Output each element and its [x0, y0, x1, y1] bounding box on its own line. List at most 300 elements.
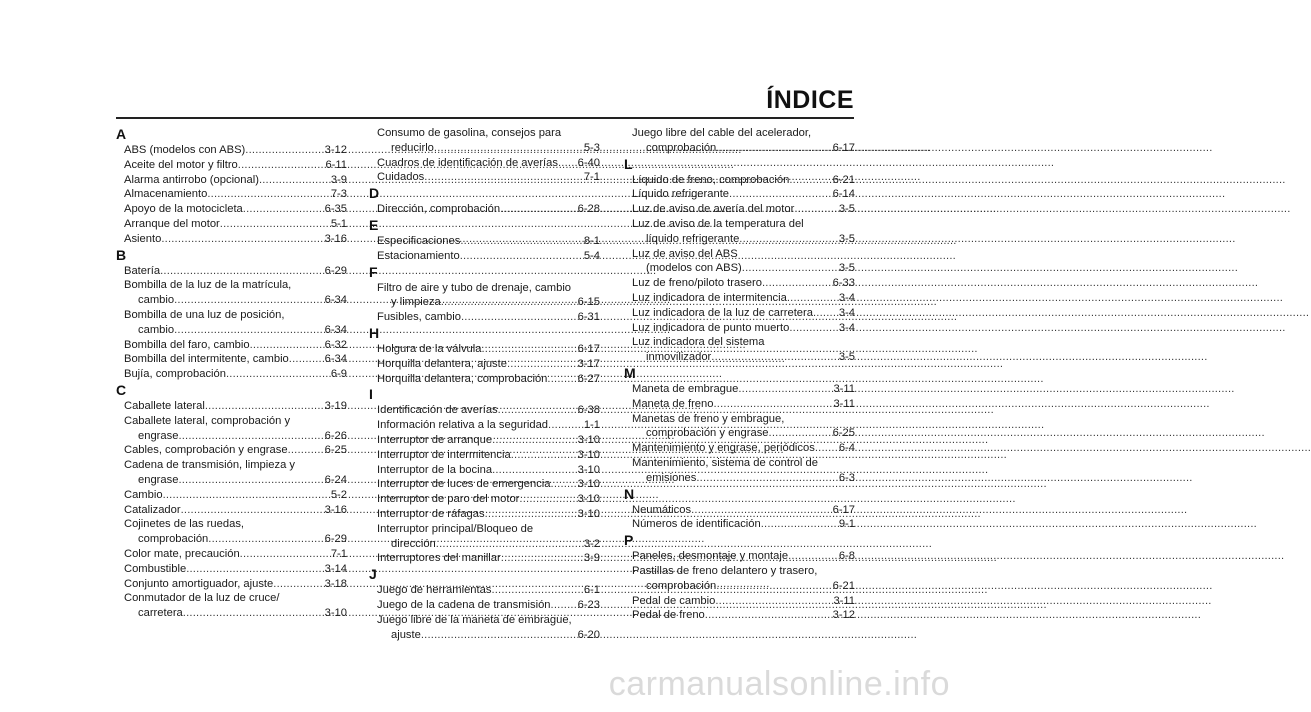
index-entry — [369, 418, 600, 433]
entry-label: Pastillas de freno delantero y trasero, — [632, 564, 818, 577]
entry-label: Interruptor principal/Bloqueo de — [377, 522, 534, 535]
dot-leader — [551, 598, 578, 613]
index-entry — [369, 202, 600, 217]
page-number: 5-3 — [583, 141, 600, 154]
entry-label: emisiones — [646, 471, 697, 484]
page-number: 6-27 — [577, 372, 600, 385]
index-entry — [369, 507, 600, 522]
page-number: 6-9 — [330, 368, 347, 381]
entry-line — [377, 433, 600, 448]
dot-leader — [696, 471, 838, 486]
entry-line — [632, 126, 855, 141]
page-number: 5-4 — [583, 249, 600, 262]
entry-line — [377, 342, 600, 357]
entry-line — [377, 310, 600, 325]
dot-leader — [507, 357, 578, 372]
index-entry — [116, 399, 347, 414]
dot-leader — [716, 579, 832, 594]
dot-leader — [762, 276, 833, 291]
entry-line — [632, 187, 855, 202]
entry-line — [124, 338, 347, 353]
page-number: 3-16 — [324, 503, 347, 516]
entry-label: comprobación — [646, 579, 717, 592]
page-number: 3-11 — [833, 594, 855, 607]
entry-label: Interruptores del manillar — [377, 552, 501, 565]
dot-leader — [787, 291, 839, 306]
entry-line — [377, 492, 600, 507]
page-number: 3-4 — [838, 321, 855, 334]
entry-line — [377, 477, 600, 492]
watermark: carmanualsonline.info — [608, 665, 950, 703]
index-entry — [624, 441, 855, 456]
dot-leader — [160, 264, 325, 279]
entry-label: Apoyo de la motocicleta — [124, 203, 243, 216]
entry-line — [124, 577, 347, 592]
dot-leader — [711, 350, 839, 365]
page-number: 3-19 — [324, 399, 347, 412]
entry-line — [632, 306, 855, 321]
entry-label: Cables, comprobación y engrase — [124, 444, 288, 457]
entry-line — [124, 503, 347, 518]
page-number: 3-10 — [577, 478, 600, 491]
page-number: 3-12 — [324, 144, 347, 156]
entry-line — [377, 613, 600, 628]
index-entry — [369, 492, 600, 507]
index-entry — [369, 372, 600, 387]
index-entry — [624, 382, 855, 397]
entry-line — [377, 598, 600, 613]
entry-label: Consumo de gasolina, consejos para — [377, 127, 562, 139]
entry-label: Luz de aviso de la temperatura del — [632, 217, 804, 230]
page-number: 3-9 — [583, 552, 600, 565]
entry-line — [377, 628, 600, 643]
index-entry — [624, 202, 855, 217]
section-letter: J — [369, 566, 377, 583]
dot-leader — [691, 503, 833, 518]
entry-label: engrase — [138, 473, 179, 486]
dot-leader — [245, 143, 324, 158]
entry-label: engrase — [138, 429, 179, 442]
dot-leader — [208, 532, 324, 547]
page-number: 3-5 — [838, 232, 855, 245]
dot-leader — [716, 141, 832, 156]
entry-label: Combustible — [124, 562, 187, 575]
page-number: 3-10 — [577, 433, 600, 446]
entry-line — [124, 217, 347, 232]
page-number: 6-23 — [577, 598, 600, 611]
dot-leader — [441, 295, 578, 310]
dot-leader — [739, 232, 839, 247]
page-number: 3-10 — [324, 607, 347, 620]
dot-leader — [186, 562, 324, 577]
entry-label: Identificación de averías — [377, 404, 498, 417]
entry-label: Cadena de transmisión, limpieza y — [124, 459, 296, 472]
page-number: 6-35 — [324, 203, 347, 216]
entry-label: Líquido refrigerante — [632, 188, 730, 201]
page-number: 6-1 — [583, 584, 600, 597]
dot-leader — [761, 517, 839, 532]
index-entry — [624, 397, 855, 412]
entry-label: Fusibles, cambio — [377, 311, 461, 324]
index-entry — [369, 342, 600, 357]
index-entry — [116, 503, 347, 518]
entry-line — [377, 141, 600, 156]
dot-leader — [481, 342, 577, 357]
section-letter: P — [624, 532, 634, 549]
page-number: 9-1 — [838, 518, 855, 531]
section-letter: C — [116, 381, 127, 398]
page-number: 3-10 — [577, 448, 600, 461]
page-number: 5-1 — [330, 217, 347, 230]
entry-label: Juego libre del cable del acelerador, — [632, 127, 812, 139]
index-column-3 — [624, 126, 855, 623]
page-number: 3-5 — [838, 351, 855, 364]
entry-line — [632, 412, 855, 427]
entry-label: Interruptor de arranque — [377, 433, 493, 446]
index-entry — [624, 217, 855, 247]
entry-label: Estacionamiento — [377, 249, 460, 262]
entry-line — [632, 503, 855, 518]
dot-leader — [220, 217, 331, 232]
entry-label: Maneta de freno — [632, 397, 714, 410]
dot-leader — [461, 310, 578, 325]
page-number: 6-33 — [832, 277, 855, 290]
section-letter: B — [116, 246, 127, 263]
index-entry — [116, 308, 347, 338]
page-number: 6-3 — [838, 471, 855, 484]
entry-label: Bombilla del intermitente, cambio — [124, 353, 289, 366]
entry-line — [124, 352, 347, 367]
section-letter: L — [624, 155, 633, 172]
index-entry — [624, 335, 855, 365]
page-number: 6-17 — [832, 503, 855, 516]
entry-line — [377, 170, 600, 185]
dot-leader — [424, 170, 584, 185]
entry-line — [632, 594, 855, 609]
entry-label: y limpieza — [391, 296, 441, 309]
entry-line — [632, 564, 855, 579]
index-entry — [116, 217, 347, 232]
entry-line — [632, 141, 855, 156]
entry-line — [124, 367, 347, 382]
entry-line — [632, 291, 855, 306]
entry-label: reducirlo — [391, 141, 434, 154]
index-entry — [624, 549, 855, 564]
entry-label: Interruptor de paro del motor — [377, 493, 520, 506]
page-number: 3-4 — [838, 306, 855, 319]
dot-leader — [813, 306, 839, 321]
page-number: 6-11 — [325, 158, 347, 171]
index-entry — [116, 338, 347, 353]
entry-line — [124, 562, 347, 577]
dot-leader — [742, 261, 839, 276]
entry-line — [377, 126, 600, 141]
index-entry — [369, 522, 600, 552]
entry-label: ajuste — [391, 628, 421, 641]
entry-line — [377, 583, 600, 598]
index-entry — [369, 583, 600, 598]
index-entry — [116, 547, 347, 562]
entry-line — [377, 463, 600, 478]
index-entry — [116, 202, 347, 217]
dot-leader — [713, 397, 833, 412]
entry-label: Caballete lateral, comprobación y — [124, 414, 291, 427]
page-number: 3-10 — [577, 493, 600, 506]
dot-leader — [501, 551, 584, 566]
page-number: 6-34 — [324, 323, 347, 336]
page-number: 6-34 — [324, 353, 347, 366]
entry-label: comprobación — [138, 533, 209, 546]
entry-label: Alarma antirrobo (opcional) — [124, 173, 259, 186]
dot-leader — [460, 249, 584, 264]
index-entry — [369, 310, 600, 325]
page-number: 3-11 — [833, 397, 855, 410]
page-number: 6-15 — [577, 296, 600, 309]
entry-line — [124, 591, 347, 606]
section-letter: H — [369, 324, 380, 341]
entry-label: Cambio — [124, 488, 163, 501]
index-entry — [369, 433, 600, 448]
page-number: 3-2 — [583, 537, 600, 550]
dot-leader — [547, 372, 577, 387]
page-number: 3-17 — [577, 357, 600, 370]
entry-line — [632, 517, 855, 532]
dot-leader — [183, 606, 325, 621]
index-entry — [116, 458, 347, 488]
index-entry — [116, 232, 347, 247]
entry-label: Color mate, precaución — [124, 547, 240, 560]
index-entry — [116, 187, 347, 202]
entry-label: Neumáticos — [632, 503, 692, 516]
entry-label: Luz indicadora de intermitencia — [632, 291, 787, 304]
page-number: 3-18 — [324, 577, 347, 590]
page-number: 6-29 — [324, 533, 347, 546]
index-entry — [624, 247, 855, 277]
dot-leader — [460, 234, 584, 249]
index-entry — [369, 357, 600, 372]
entry-line — [124, 264, 347, 279]
entry-label: dirección — [391, 537, 436, 550]
entry-line — [377, 249, 600, 264]
entry-label: Juego libre de la maneta de embrague, — [377, 613, 572, 626]
page-number: 1-1 — [583, 419, 600, 432]
index-entry — [369, 463, 600, 478]
entry-line — [377, 448, 600, 463]
page-number: 3-5 — [838, 262, 855, 275]
index-entry — [369, 613, 600, 643]
entry-line — [377, 522, 600, 537]
entry-line — [124, 308, 347, 323]
index-entry — [116, 143, 347, 158]
entry-line — [632, 471, 855, 486]
entry-line — [124, 278, 347, 293]
index-entry — [624, 564, 855, 594]
index-entry — [116, 158, 347, 173]
dot-leader — [207, 187, 331, 202]
index-entry — [369, 170, 600, 185]
dot-leader — [434, 141, 584, 156]
entry-label: Información relativa a la seguridad — [377, 419, 549, 432]
entry-line — [377, 281, 600, 296]
index-entry — [116, 414, 347, 444]
index-entry — [624, 456, 855, 486]
entry-label: Dirección, comprobación — [377, 203, 501, 216]
section-letter: M — [624, 364, 636, 381]
dot-leader — [288, 443, 325, 458]
entry-label: Bombilla de una luz de posición, — [124, 308, 285, 321]
entry-label: comprobación — [646, 141, 717, 154]
dot-leader — [174, 323, 325, 338]
page-number: 7-3 — [330, 188, 347, 201]
dot-leader — [815, 441, 839, 456]
dot-leader — [163, 488, 331, 503]
entry-line — [124, 443, 347, 458]
entry-line — [632, 350, 855, 365]
page-number: 6-25 — [832, 427, 855, 440]
entry-label: Asiento — [124, 232, 162, 245]
entry-line — [632, 217, 855, 232]
entry-label: carretera — [138, 607, 183, 620]
section-letter: F — [369, 263, 378, 280]
entry-label: Luz indicadora de punto muerto — [632, 321, 790, 334]
page-number: 3-14 — [324, 562, 347, 575]
entry-label: Maneta de embrague — [632, 382, 739, 395]
entry-label: Luz indicadora de la luz de carretera — [632, 306, 813, 319]
dot-leader — [161, 232, 324, 247]
entry-label: inmovilizador — [646, 351, 712, 364]
entry-label: Arranque del motor — [124, 217, 220, 230]
page-number: 3-11 — [833, 382, 855, 395]
dot-leader — [250, 338, 325, 353]
page-number: 5-2 — [330, 488, 347, 501]
index-entry — [369, 234, 600, 249]
entry-line — [632, 321, 855, 336]
index-entry — [369, 249, 600, 264]
entry-label: (modelos con ABS) — [646, 262, 742, 275]
page-number: 3-9 — [330, 173, 347, 186]
page-number: 6-8 — [838, 550, 855, 563]
index-entry — [116, 173, 347, 188]
index-entry — [624, 321, 855, 336]
entry-label: Manetas de freno y embrague, — [632, 412, 785, 425]
section-letter: N — [624, 485, 635, 502]
entry-line — [632, 382, 855, 397]
entry-line — [124, 414, 347, 429]
dot-leader — [238, 158, 326, 173]
entry-line — [632, 261, 855, 276]
index-entry — [116, 488, 347, 503]
index-entry — [369, 448, 600, 463]
dot-leader — [485, 507, 578, 522]
entry-label: Filtro de aire y tubo de drenaje, cambio — [377, 281, 572, 294]
entry-line — [632, 579, 855, 594]
section-letter: E — [369, 216, 379, 233]
dot-leader — [421, 628, 578, 643]
page-number: 8-1 — [583, 234, 600, 247]
entry-line — [124, 232, 347, 247]
entry-line — [124, 173, 347, 188]
index-entry — [369, 598, 600, 613]
index-entry — [116, 517, 347, 547]
index-entry — [369, 403, 600, 418]
index-entry — [624, 291, 855, 306]
entry-line — [124, 202, 347, 217]
index-entry — [116, 591, 347, 621]
dot-leader — [436, 537, 584, 552]
entry-line — [377, 156, 600, 171]
page-number: 3-4 — [838, 291, 855, 304]
entry-line — [377, 202, 600, 217]
entry-line — [377, 507, 600, 522]
dot-leader — [558, 156, 578, 171]
title-rule — [116, 117, 854, 119]
dot-leader — [769, 426, 833, 441]
index-entry — [624, 517, 855, 532]
page-number: 6-34 — [324, 294, 347, 307]
entry-label: Especificaciones — [377, 234, 461, 247]
dot-leader — [500, 202, 577, 217]
index-entry — [116, 562, 347, 577]
index-entry — [624, 594, 855, 609]
index-column-2 — [369, 126, 600, 642]
page-number: 6-26 — [324, 429, 347, 442]
index-entry — [624, 306, 855, 321]
entry-line — [124, 547, 347, 562]
entry-line — [124, 532, 347, 547]
index-entry — [369, 156, 600, 171]
entry-label: Juego de la cadena de transmisión — [377, 598, 551, 611]
index-entry — [116, 278, 347, 308]
dot-leader — [226, 367, 331, 382]
entry-line — [124, 473, 347, 488]
index-entry — [624, 608, 855, 623]
index-entry — [624, 412, 855, 442]
index-entry — [116, 352, 347, 367]
entry-line — [124, 293, 347, 308]
entry-label: Holgura de la válvula — [377, 342, 482, 355]
page-number: 6-31 — [577, 311, 600, 324]
entry-label: Mantenimiento y engrase, periódicos — [632, 442, 815, 455]
entry-line — [632, 397, 855, 412]
entry-label: Bombilla de la luz de la matrícula, — [124, 279, 292, 292]
entry-label: Pedal de cambio — [632, 594, 716, 607]
entry-label: Interruptor de luces de emergencia — [377, 478, 551, 491]
entry-label: Cuadros de identificación de averías — [377, 156, 558, 169]
page-number: 7-1 — [330, 547, 347, 560]
entry-label: ABS (modelos con ABS) — [124, 144, 246, 156]
page-number: 6-24 — [324, 473, 347, 486]
entry-label: Líquido de freno, comprobación — [632, 173, 790, 186]
entry-label: Conmutador de la luz de cruce/ — [124, 592, 280, 605]
page-number: 6-38 — [577, 404, 600, 417]
dot-leader — [491, 583, 583, 598]
section-letter: D — [369, 185, 380, 202]
entry-line — [632, 608, 855, 623]
index-entry — [369, 551, 600, 566]
index-column-1 — [116, 126, 347, 621]
entry-line — [377, 295, 600, 310]
entry-line — [377, 551, 600, 566]
dot-leader — [243, 202, 325, 217]
dot-leader — [715, 594, 833, 609]
index-entry — [369, 477, 600, 492]
index-entry — [116, 577, 347, 592]
entry-line — [124, 488, 347, 503]
page-number: 6-28 — [577, 203, 600, 216]
entry-label: Paneles, desmontaje y montaje — [632, 550, 789, 563]
entry-label: Catalizador — [124, 503, 181, 516]
page-number: 3-16 — [324, 232, 347, 245]
